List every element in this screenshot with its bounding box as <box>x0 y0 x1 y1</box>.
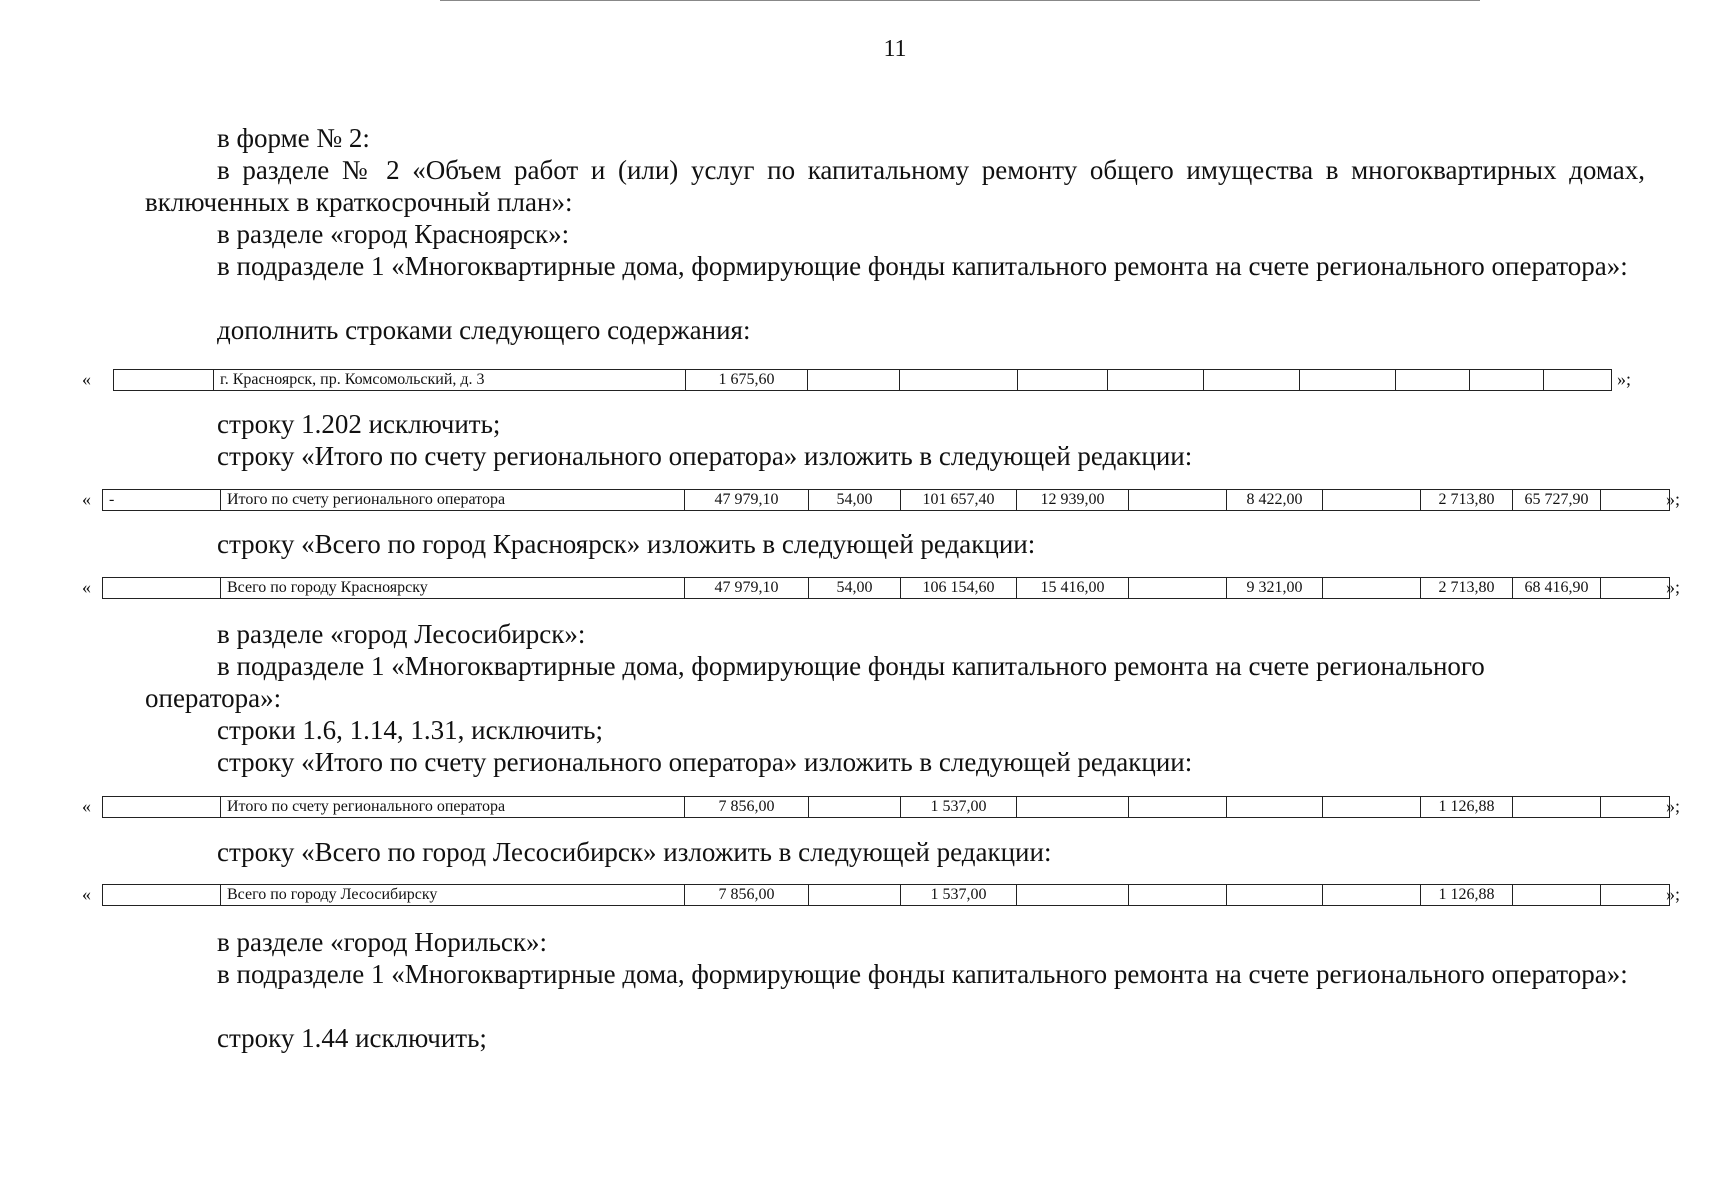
table-cell <box>1601 578 1670 599</box>
paragraph: в разделе «город Лесосибирск»: <box>217 619 586 649</box>
grand-total-row-table <box>102 884 1670 906</box>
paragraph: строки 1.6, 1.14, 1.31, исключить; <box>217 715 603 745</box>
table-cell <box>900 370 1018 391</box>
table-cell: 2 713,80 <box>1421 490 1513 511</box>
table-row <box>0 796 1724 818</box>
paragraph: в подразделе 1 «Многоквартирные дома, формирующие фонды капитального ремонта на счете регионального оператора»: <box>217 251 1628 281</box>
header-rule <box>440 0 1480 1</box>
paragraph: строку 1.202 исключить; <box>217 409 501 439</box>
table-row <box>0 884 1724 906</box>
table-cell: 1 126,88 <box>1421 797 1513 818</box>
table-cell: 15 416,00 <box>1017 578 1129 599</box>
paragraph: в разделе «город Красноярск»: <box>217 219 570 249</box>
open-quote: « <box>82 884 91 904</box>
table-cell <box>1204 370 1300 391</box>
paragraph: строку «Итого по счету регионального оператора» изложить в следующей редакции: <box>217 441 1193 471</box>
table-cell: 8 422,00 <box>1227 490 1323 511</box>
total-row-table <box>102 796 1670 818</box>
paragraph: в разделе № 2 «Объем работ и (или) услуг по капитальному ремонту общего имущества в многоквартирных домах, включенных в краткосрочный план»: <box>145 155 1645 217</box>
table-cell <box>1513 797 1601 818</box>
total-row-table <box>102 489 1670 511</box>
table-cell: 54,00 <box>809 578 901 599</box>
table-cell <box>1227 885 1323 906</box>
table-row <box>0 489 1724 511</box>
table-cell <box>809 885 901 906</box>
table-cell: 1 126,88 <box>1421 885 1513 906</box>
table-cell <box>808 370 900 391</box>
table-cell <box>1323 578 1421 599</box>
table-cell <box>1129 578 1227 599</box>
open-quote: « <box>82 489 91 509</box>
table-cell: 12 939,00 <box>1017 490 1129 511</box>
table-cell <box>1601 490 1670 511</box>
table-cell <box>1323 885 1421 906</box>
table-cell <box>103 578 221 599</box>
table-cell: 106 154,60 <box>901 578 1017 599</box>
table-cell <box>1129 885 1227 906</box>
table-cell: 1 537,00 <box>901 797 1017 818</box>
table-cell <box>1018 370 1108 391</box>
table-cell <box>1323 490 1421 511</box>
table-cell <box>1227 797 1323 818</box>
table-cell: Итого по счету регионального оператора <box>221 797 685 818</box>
table-row <box>0 369 1724 391</box>
open-quote: « <box>82 369 91 389</box>
close-quote: »; <box>1666 884 1681 904</box>
table-cell <box>1129 490 1227 511</box>
table-cell: 101 657,40 <box>901 490 1017 511</box>
table-cell <box>1601 885 1670 906</box>
grand-total-row-table <box>102 577 1670 599</box>
table-cell <box>1323 797 1421 818</box>
close-quote: »; <box>1617 369 1632 389</box>
table-cell: Всего по городу Лесосибирску <box>221 885 685 906</box>
table-cell <box>1601 797 1670 818</box>
close-quote: »; <box>1666 796 1681 816</box>
open-quote: « <box>82 796 91 816</box>
table-row <box>0 577 1724 599</box>
table-cell <box>809 797 901 818</box>
paragraph: строку «Всего по город Лесосибирск» изложить в следующей редакции: <box>217 837 1052 867</box>
paragraph: в подразделе 1 «Многоквартирные дома, формирующие фонды капитального ремонта на счете регионального оператора»: <box>145 651 1485 713</box>
table-cell <box>1129 797 1227 818</box>
table-cell <box>103 885 221 906</box>
table-cell <box>114 370 214 391</box>
table-cell: Всего по городу Красноярску <box>221 578 685 599</box>
paragraph: строку «Всего по город Красноярск» изложить в следующей редакции: <box>217 529 1036 559</box>
table-cell <box>1470 370 1544 391</box>
table-cell <box>103 797 221 818</box>
paragraph: в подразделе 1 «Многоквартирные дома, формирующие фонды капитального ремонта на счете регионального оператора»: <box>217 959 1628 989</box>
paragraph: строку 1.44 исключить; <box>217 1023 487 1053</box>
paragraph: в форме № 2: <box>217 123 370 153</box>
table-cell: 7 856,00 <box>685 885 809 906</box>
table-cell <box>1396 370 1470 391</box>
table-cell: 2 713,80 <box>1421 578 1513 599</box>
open-quote: « <box>82 577 91 597</box>
table-cell: 1 675,60 <box>686 370 808 391</box>
table-cell: 9 321,00 <box>1227 578 1323 599</box>
close-quote: »; <box>1666 489 1681 509</box>
table-cell: 47 979,10 <box>685 578 809 599</box>
paragraph: дополнить строками следующего содержания: <box>217 315 751 345</box>
table-cell: Итого по счету регионального оператора <box>221 490 685 511</box>
table-cell: 54,00 <box>809 490 901 511</box>
close-quote: »; <box>1666 577 1681 597</box>
table-cell <box>1544 370 1612 391</box>
table-cell <box>1017 797 1129 818</box>
page-number: 11 <box>883 36 907 62</box>
table-cell <box>1108 370 1204 391</box>
table-cell: 7 856,00 <box>685 797 809 818</box>
table-cell <box>1017 885 1129 906</box>
table-cell <box>1300 370 1396 391</box>
paragraph: в разделе «город Норильск»: <box>217 927 548 957</box>
table-cell: 47 979,10 <box>685 490 809 511</box>
table-cell: 68 416,90 <box>1513 578 1601 599</box>
table-cell: - <box>103 490 221 511</box>
table-cell: 1 537,00 <box>901 885 1017 906</box>
table-cell: г. Красноярск, пр. Комсомольский, д. 3 <box>214 370 686 391</box>
inserted-row-table <box>113 369 1612 391</box>
paragraph: строку «Итого по счету регионального оператора» изложить в следующей редакции: <box>217 747 1193 777</box>
table-cell <box>1513 885 1601 906</box>
table-cell: 65 727,90 <box>1513 490 1601 511</box>
